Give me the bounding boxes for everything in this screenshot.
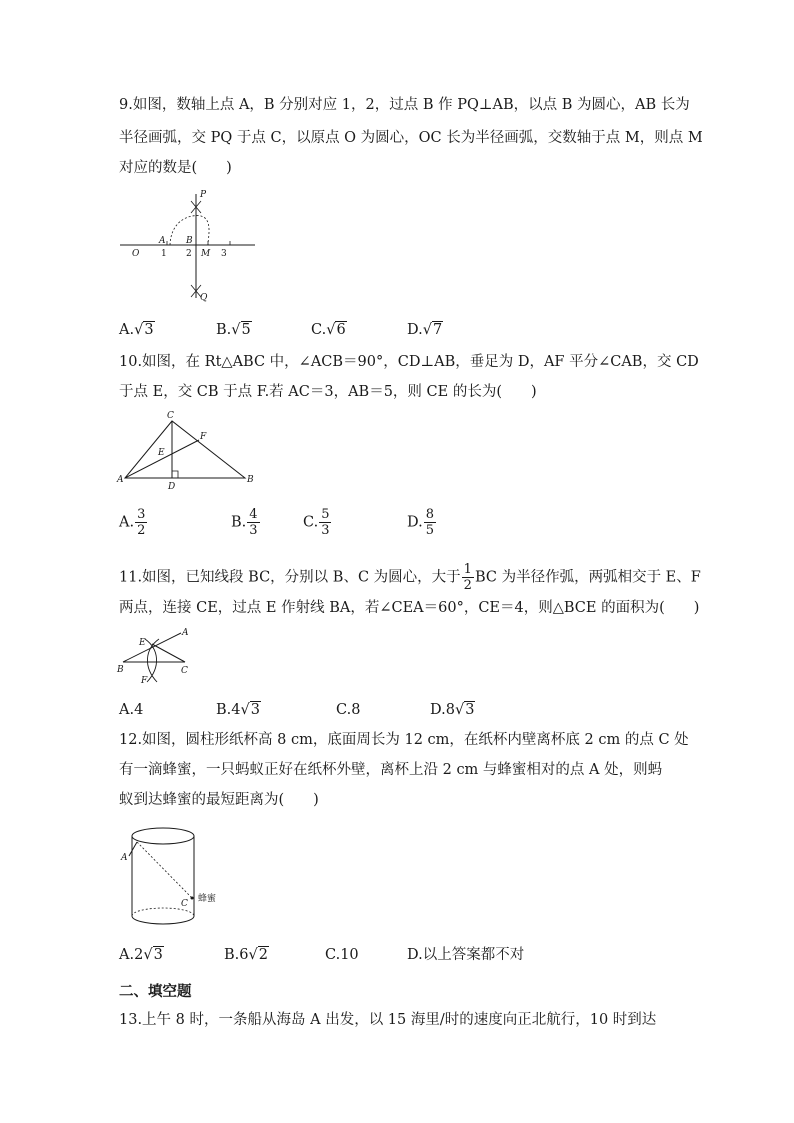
q12-cylinder-top bbox=[132, 828, 194, 844]
q11-label-a: A bbox=[182, 628, 189, 638]
q11-option-c[interactable]: C.8 bbox=[336, 702, 361, 718]
q10-line-2: 于点 E，交 CB 于点 F.若 AC＝3，AB＝5，则 CE 的长为( ) bbox=[119, 384, 537, 400]
q12-cylinder-figure bbox=[115, 820, 235, 935]
q11-option-d[interactable]: D.8√3 bbox=[430, 702, 475, 718]
q10-triangle-figure bbox=[115, 408, 260, 493]
q13-line-1: 13.上午 8 时，一条船从海岛 A 出发，以 15 海里/时的速度向正北航行，10 时到达 bbox=[119, 1012, 657, 1028]
q11-arc-from-c bbox=[147, 639, 159, 682]
q11-label-e: E bbox=[139, 638, 146, 648]
q9-number-line-figure bbox=[115, 188, 260, 303]
q9-line-3: 对应的数是( ) bbox=[119, 160, 232, 176]
q11-label-f: F bbox=[141, 676, 148, 685]
q12-option-d[interactable]: D.以上答案都不对 bbox=[407, 947, 525, 963]
q9-tick-3: 3 bbox=[221, 249, 227, 259]
q11-label-b: B bbox=[117, 665, 124, 675]
q9-line-2: 半径画弧，交 PQ 于点 C，以原点 O 为圆心，OC 长为半径画弧，交数轴于点 M，则点 M bbox=[119, 130, 703, 146]
q10-option-a[interactable]: A. $\frac{3}{2}$ bbox=[119, 507, 146, 538]
q10-right-angle-mark bbox=[172, 471, 178, 478]
q12-line-2: 有一滴蜂蜜，一只蚂蚁正好在纸杯外壁，离杯上沿 2 cm 与蜂蜜相对的点 A 处，则蚂 bbox=[119, 762, 663, 778]
q10-bisector-af bbox=[125, 440, 199, 478]
q11-label-c: C bbox=[181, 666, 188, 676]
q9-label-m: M bbox=[201, 249, 211, 259]
q9-tick-2: 2 bbox=[186, 249, 192, 259]
q11-construction-figure bbox=[115, 625, 195, 685]
q10-label-d: D bbox=[168, 482, 176, 492]
q9-label-b: B bbox=[186, 236, 193, 246]
q11-line-1-pre: 11.如图，已知线段 BC，分别以 B、C 为圆心，大于 bbox=[119, 569, 461, 586]
q12-option-a[interactable]: A.2√3 bbox=[119, 947, 163, 963]
q12-ant-path-dashed bbox=[137, 842, 192, 898]
q9-label-a: A bbox=[159, 236, 166, 246]
q10-option-b[interactable]: B. $\frac{4}{3}$ bbox=[231, 507, 258, 538]
q11-half-fraction: $\frac{1}{2}$ bbox=[463, 562, 472, 593]
q10-label-f: F bbox=[200, 432, 207, 442]
q10-option-c[interactable]: C. $\frac{5}{3}$ bbox=[303, 507, 330, 538]
q9-label-p: P bbox=[200, 190, 207, 200]
section-fill-in-title: 二、填空题 bbox=[119, 983, 192, 1000]
q12-label-honey: 蜂蜜 bbox=[198, 894, 217, 904]
q9-label-o: O bbox=[132, 249, 140, 259]
q10-line-1: 10.如图，在 Rt△ABC 中，∠ACB＝90°，CD⊥AB，垂足为 D，AF 平分∠CAB，交 CD bbox=[119, 354, 699, 370]
q12-point-c bbox=[191, 897, 194, 900]
q9-option-a[interactable]: A.√3 bbox=[119, 322, 154, 338]
q9-option-b[interactable]: B.√5 bbox=[216, 322, 251, 338]
q12-cylinder-bottom-back bbox=[132, 908, 194, 916]
q10-label-c: C bbox=[167, 411, 174, 421]
q12-cylinder-bottom-front bbox=[132, 916, 194, 924]
q9-option-c[interactable]: C.√6 bbox=[311, 322, 346, 338]
q11-option-b[interactable]: B.4√3 bbox=[216, 702, 260, 718]
q11-line-1-post: BC 为半径作弧，两弧相交于 E、F bbox=[474, 569, 701, 586]
q12-line-1: 12.如图，圆柱形纸杯高 8 cm，底面周长为 12 cm，在纸杯内壁离杯底 2 cm 的点 C 处 bbox=[119, 732, 689, 748]
q9-line-1: 9.如图，数轴上点 A，B 分别对应 1，2，过点 B 作 PQ⊥AB，以点 B 为圆心，AB 长为 bbox=[119, 97, 690, 113]
q10-label-b: B bbox=[247, 475, 254, 485]
q12-option-c[interactable]: C.10 bbox=[325, 947, 359, 963]
q12-option-b[interactable]: B.6√2 bbox=[224, 947, 268, 963]
q12-ant-path-outer bbox=[129, 842, 137, 856]
q10-option-d[interactable]: D. $\frac{8}{5}$ bbox=[407, 507, 434, 538]
q10-triangle-abc bbox=[125, 421, 245, 478]
q11-line-2: 两点，连接 CE，过点 E 作射线 BA，若∠CEA＝60°，CE＝4，则△BCE 的面积为( ) bbox=[119, 600, 700, 616]
q12-line-3: 蚁到达蜂蜜的最短距离为( ) bbox=[119, 792, 319, 808]
q11-option-a[interactable]: A.4 bbox=[119, 702, 144, 718]
q9-tick-1: 1 bbox=[161, 249, 167, 259]
q11-line-1 bbox=[119, 562, 701, 593]
q12-label-c: C bbox=[181, 899, 188, 909]
q10-label-e: E bbox=[158, 448, 165, 458]
q11-ray-ba bbox=[123, 633, 181, 662]
q9-label-q: Q bbox=[200, 293, 208, 303]
q9-option-d[interactable]: D.√7 bbox=[407, 322, 443, 338]
q10-label-a: A bbox=[117, 475, 124, 485]
q12-label-a: A bbox=[121, 853, 128, 863]
